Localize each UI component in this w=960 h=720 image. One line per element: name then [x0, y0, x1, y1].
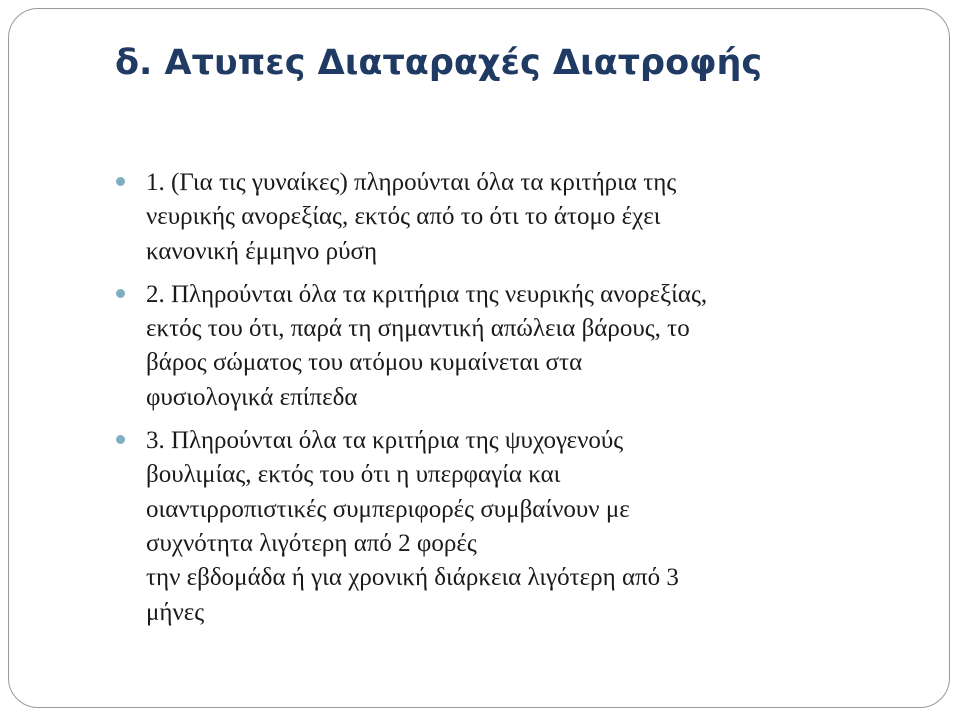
bullet-item-3: [116, 424, 916, 630]
bullet-dot-icon: [116, 177, 125, 186]
bullet-text-1: 1. (Για τις γυναίκες) πληρούνται όλα τα κριτήρια της νευρικής ανορεξίας, εκτός από το ότι το άτομο έχει κανονική έμμηνο ρύση: [146, 169, 677, 265]
bullet-dot-icon: [116, 435, 125, 444]
slide-frame: [8, 8, 950, 708]
bullet-dot-icon: [116, 289, 125, 298]
bullet-text-3: 3. Πληρούνται όλα τα κριτήρια της ψυχογενούς βουλιμίας, εκτός του ότι η υπερφαγία και οιαντιρροπιστικές συμπεριφορές συμβαίνουν με συχνότητα λιγότερη από 2 φορές την εβδομάδα ή για χρονική διάρκεια λιγότερη από 3 μήνες: [146, 427, 679, 626]
bullet-item-2: [116, 278, 916, 415]
slide-title: δ. Ατυπες Διαταραχές Διατροφής: [115, 43, 763, 83]
bullet-item-1: [116, 166, 916, 269]
bullet-text-2: 2. Πληρούνται όλα τα κριτήρια της νευρικής ανορεξίας, εκτός του ότι, παρά τη σημαντική απώλεια βάρους, το βάρος σώματος του ατόμου κυμαίνεται στα φυσιολογικά επίπεδα: [146, 280, 708, 411]
bullet-list: [116, 166, 916, 639]
